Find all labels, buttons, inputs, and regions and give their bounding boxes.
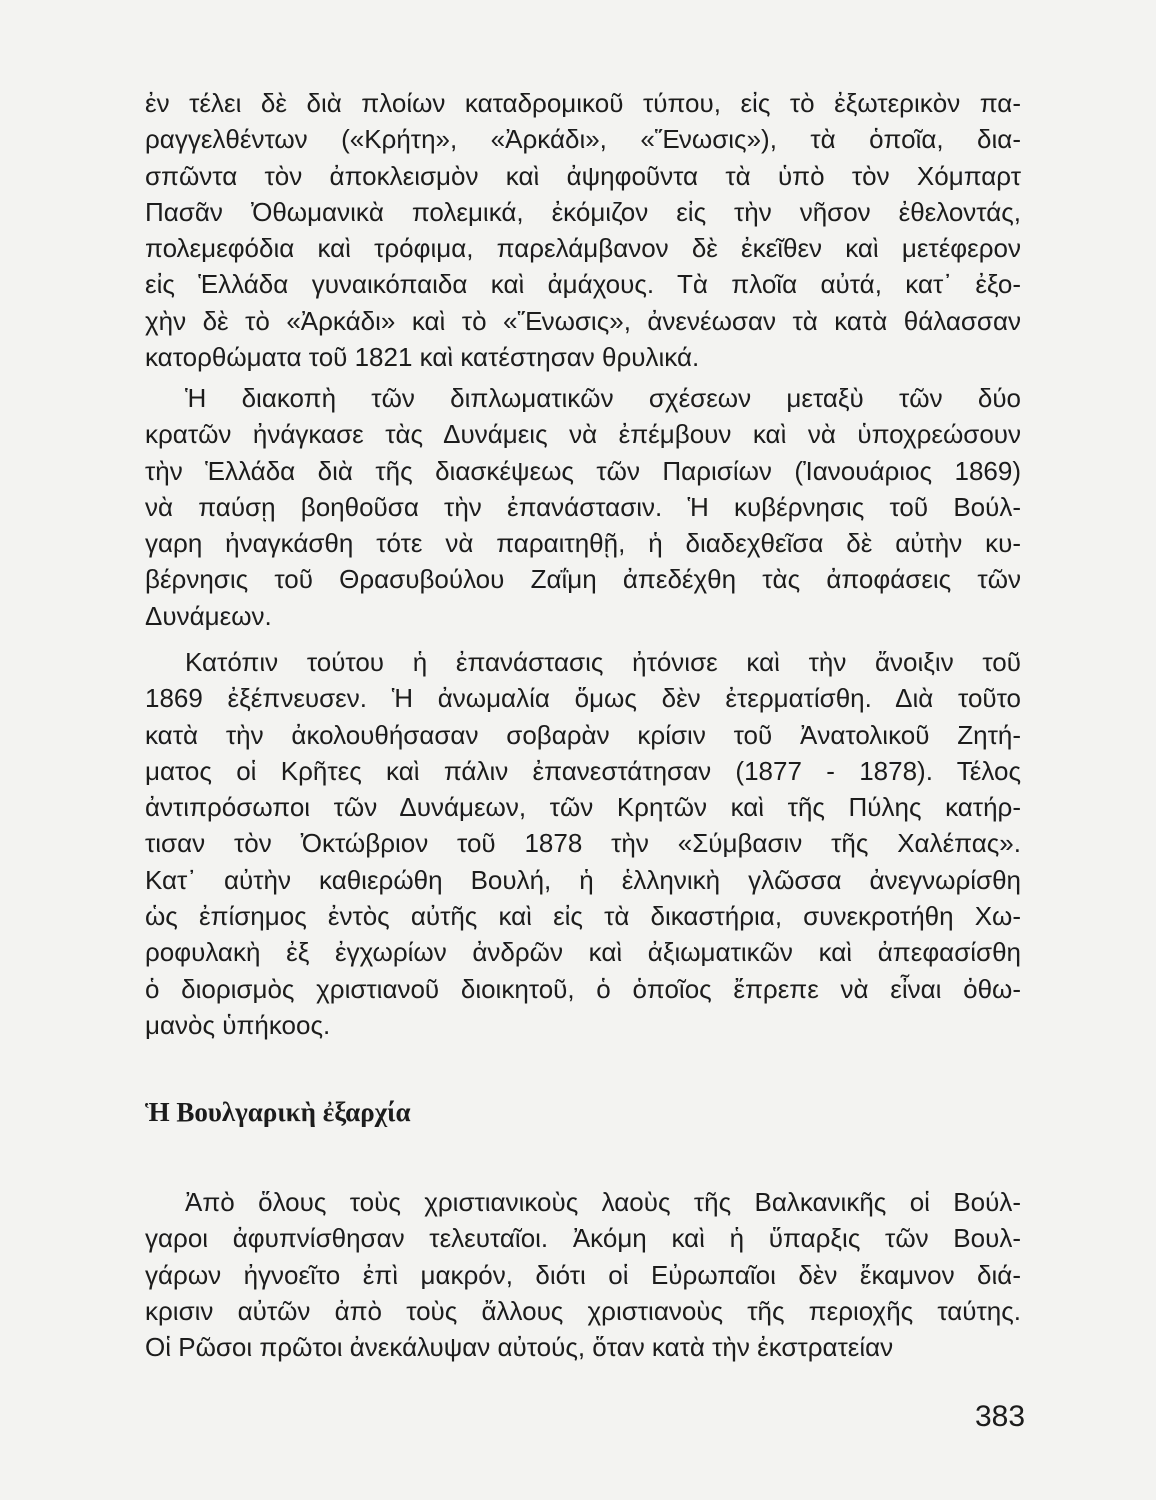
- text-line: γάρων ἠγνοεῖτο ἐπὶ μακρόν, διότι οἱ Εὐρωπαῖοι δὲν ἔκαμνον διά-: [145, 1259, 1021, 1290]
- text-line: Οἱ Ρῶσοι πρῶτοι ἀνεκάλυψαν αὐτούς, ὅταν κατὰ τὴν ἐκστρατείαν: [145, 1332, 894, 1363]
- text-line: κατορθώματα τοῦ 1821 καὶ κατέστησαν θρυλικά.: [145, 342, 700, 373]
- text-line: βέρνησις τοῦ Θρασυβούλου Ζαΐμη ἀπεδέχθη τὰς ἀποφάσεις τῶν: [145, 564, 1021, 595]
- text-line: νὰ παύσῃ βοηθοῦσα τὴν ἐπανάστασιν. Ἡ κυβέρνησις τοῦ Βούλ-: [145, 491, 1021, 522]
- page-number: 383: [975, 1400, 1026, 1433]
- text-line: ματος οἱ Κρῆτες καὶ πάλιν ἐπανεστάτησαν (1877 - 1878). Τέλος: [145, 755, 1021, 786]
- paragraph-2: [145, 380, 1021, 634]
- text-line: τισαν τὸν Ὀκτώβριον τοῦ 1878 τὴν «Σύμβασιν τῆς Χαλέπας».: [145, 828, 1021, 859]
- text-line: εἰς Ἑλλάδα γυναικόπαιδα καὶ ἀμάχους. Τὰ πλοῖα αὐτά, κατ᾽ ἐξο-: [145, 269, 1021, 300]
- section-heading: Ἡ Βουλγαρικὴ ἐξαρχία: [145, 1097, 411, 1127]
- paragraph-1: [145, 85, 1021, 375]
- text-line: κατὰ τὴν ἀκολουθήσασαν σοβαρὰν κρίσιν τοῦ Ἀνατολικοῦ Ζητή-: [145, 719, 1021, 750]
- text-line: σπῶντα τὸν ἀποκλεισμὸν καὶ ἀψηφοῦντα τὰ ὑπὸ τὸν Χόμπαρτ: [145, 160, 1021, 191]
- text-line: Δυνάμεων.: [145, 600, 272, 631]
- text-line: Ἀπὸ ὅλους τοὺς χριστιανικοὺς λαοὺς τῆς Βαλκανικῆς οἱ Βούλ-: [185, 1187, 1021, 1217]
- text-line: ροφυλακὴ ἐξ ἐγχωρίων ἀνδρῶν καὶ ἀξιωματικῶν καὶ ἀπεφασίσθη: [145, 937, 1021, 968]
- text-line: ὡς ἐπίσημος ἐντὸς αὐτῆς καὶ εἰς τὰ δικαστήρια, συνεκροτήθη Χω-: [145, 901, 1021, 932]
- text-line: κρατῶν ἠνάγκασε τὰς Δυνάμεις νὰ ἐπέμβουν καὶ νὰ ὑποχρεώσουν: [145, 419, 1021, 450]
- text-line: ραγγελθέντων («Κρήτη», «Ἀρκάδι», «Ἕνωσις»), τὰ ὁποῖα, δια-: [145, 124, 1021, 155]
- text-line: μανὸς ὑπήκοος.: [145, 1009, 331, 1040]
- text-line: Ἡ διακοπὴ τῶν διπλωματικῶν σχέσεων μεταξὺ τῶν δύο: [185, 383, 1021, 413]
- text-line: Κατόπιν τούτου ἡ ἐπανάστασις ἠτόνισε καὶ τὴν ἄνοιξιν τοῦ: [185, 647, 1021, 677]
- text-line: κρισιν αὐτῶν ἀπὸ τοὺς ἄλλους χριστιανοὺς τῆς περιοχῆς ταύτης.: [145, 1295, 1021, 1326]
- text-line: χὴν δὲ τὸ «Ἀρκάδι» καὶ τὸ «Ἕνωσις», ἀνενέωσαν τὰ κατὰ θάλασσαν: [145, 305, 1021, 336]
- text-line: ἀντιπρόσωποι τῶν Δυνάμεων, τῶν Κρητῶν καὶ τῆς Πύλης κατήρ-: [145, 792, 1021, 823]
- text-line: ὁ διορισμὸς χριστιανοῦ διοικητοῦ, ὁ ὁποῖος ἔπρεπε νὰ εἶναι ὀθω-: [145, 973, 1021, 1004]
- text-line: τὴν Ἑλλάδα διὰ τῆς διασκέψεως τῶν Παρισίων (Ἰανουάριος 1869): [145, 455, 1021, 486]
- text-line: Πασᾶν Ὀθωμανικὰ πολεμικά, ἐκόμιζον εἰς τὴν νῆσον ἐθελοντάς,: [145, 196, 1021, 227]
- text-line: πολεμεφόδια καὶ τρόφιμα, παρελάμβανον δὲ ἐκεῖθεν καὶ μετέφερον: [145, 233, 1021, 264]
- text-line: Κατ᾽ αὐτὴν καθιερώθη Βουλή, ἡ ἑλληνικὴ γλῶσσα ἀνεγνωρίσθη: [145, 864, 1021, 895]
- text-line: ἐν τέλει δὲ διὰ πλοίων καταδρομικοῦ τύπου, εἰς τὸ ἐξωτερικὸν πα-: [145, 88, 1021, 118]
- paragraph-3: [145, 644, 1021, 1043]
- paragraph-4: [145, 1184, 1021, 1365]
- text-line: γαροι ἀφυπνίσθησαν τελευταῖοι. Ἀκόμη καὶ ἡ ὕπαρξις τῶν Βουλ-: [145, 1223, 1021, 1254]
- text-line: 1869 ἐξέπνευσεν. Ἡ ἀνωμαλία ὅμως δὲν ἐτερματίσθη. Διὰ τοῦτο: [145, 683, 1021, 714]
- text-line: γαρη ἠναγκάσθη τότε νὰ παραιτηθῇ, ἡ διαδεχθεῖσα δὲ αὐτὴν κυ-: [145, 528, 1021, 559]
